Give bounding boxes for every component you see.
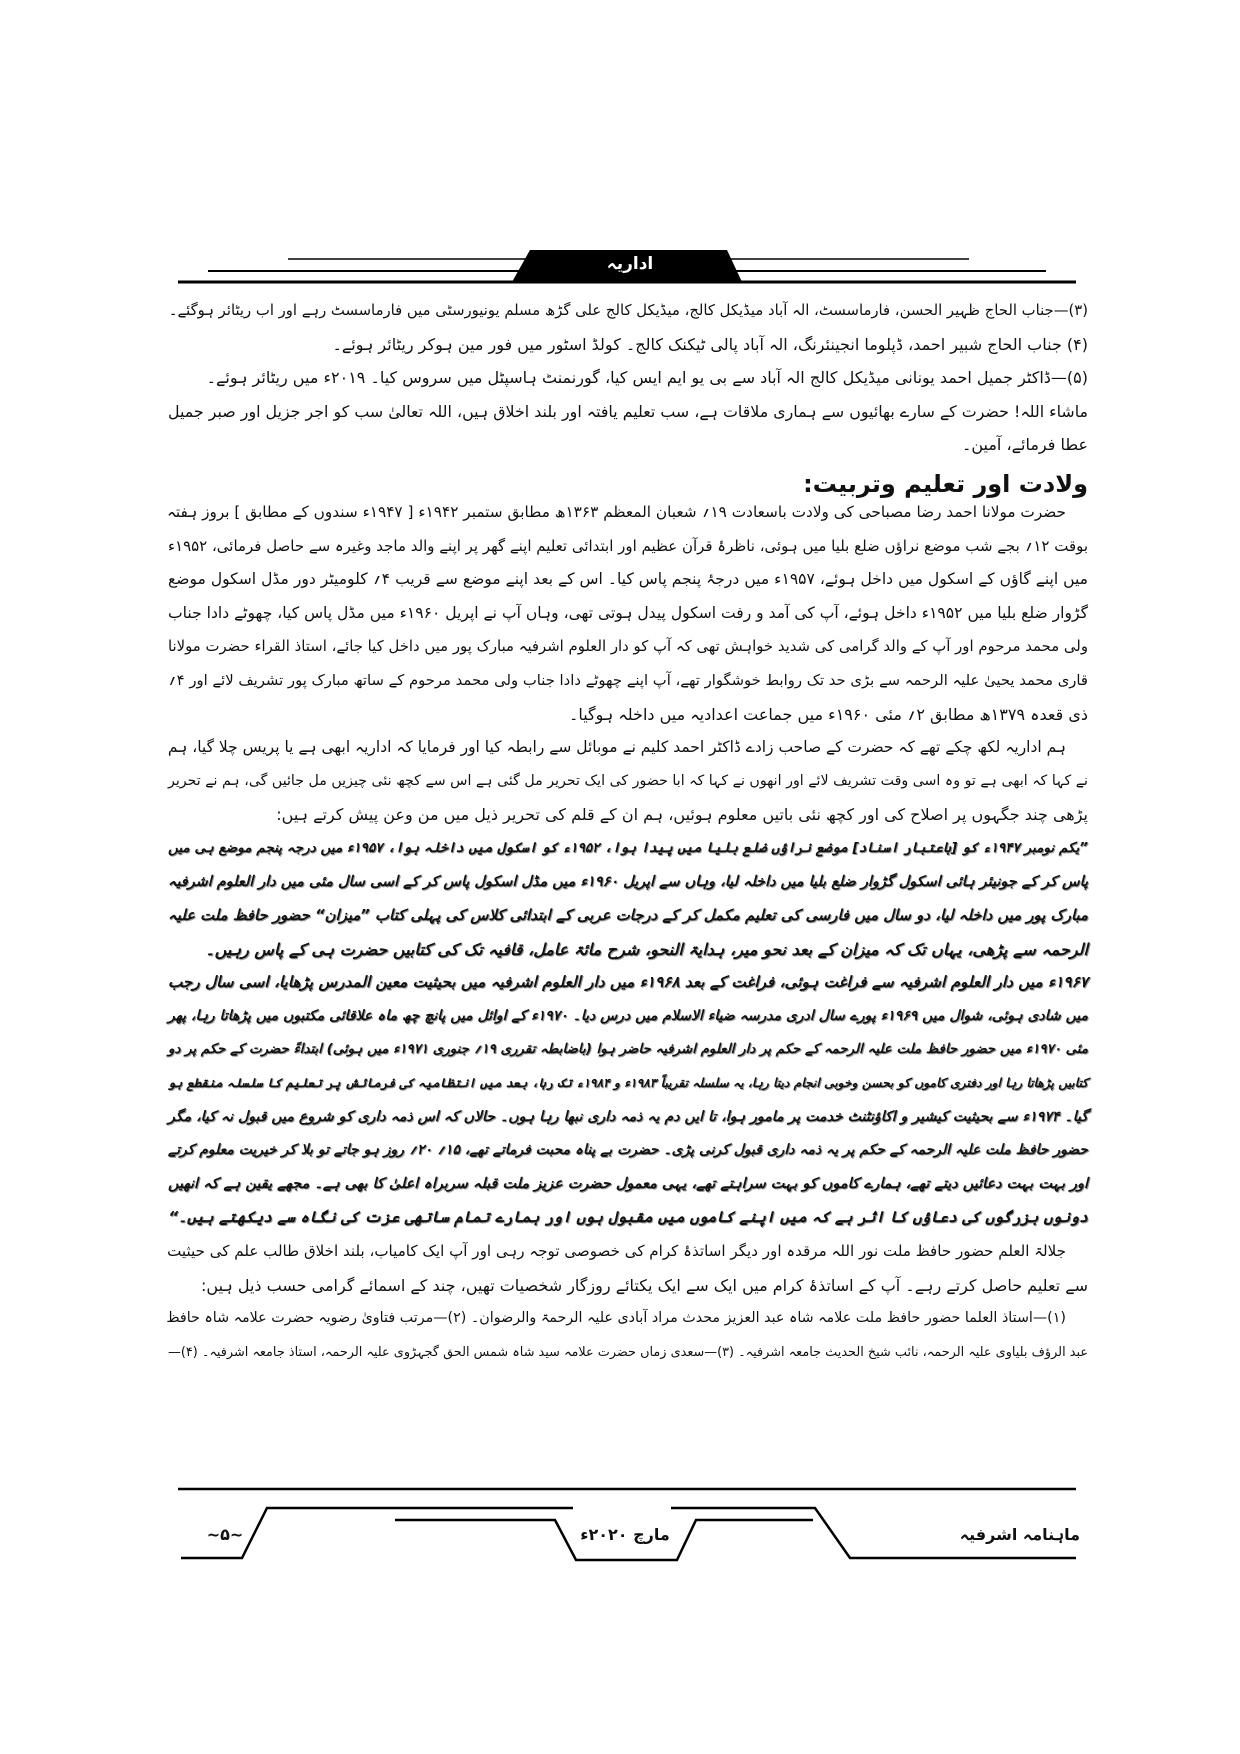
text-line: میں اپنے گاؤں کے اسکول میں داخل ہوئے، ۱۹۵۷ء میں درجۂ پنجم پاس کیا۔ اس کے بعد اپنے موضع سے قریب ۴؍ کلومیٹر دور مڈل اسکول موضع — [168, 570, 1089, 589]
text-line: مبارک پور میں داخلہ لیا، دو سال میں فارسی کی تعلیم مکمل کر کے درجات عربی کے ابتدائی کلاس کی پہلی کتاب ”میزان“ حضور حافظ ملت علیہ — [168, 906, 1088, 925]
issue-date: مارچ ۲۰۲۰ء — [580, 1525, 670, 1544]
text-line: نے کہا کہ ابھی ہے تو وہ اسی وقت تشریف لائے اور انھوں نے کہا کہ ابا حضور کی ایک تحریر مل گئی ہے اس سے کچھ نئی چیزیں مل جائیں گی، ہم نے تحریر — [168, 772, 1088, 789]
text-line: مئی ۱۹۷۰ء میں حضور حافظ ملت علیہ الرحمہ کے حکم پر دار العلوم اشرفیہ حاضر ہوا (باضابطہ تقرری ۱۹؍ جنوری ۱۹۷۱ء میں ہوئی) ابتداءً حضرت کے حکم پر دو — [168, 1042, 1088, 1058]
text-line: جلالۃ العلم حضور حافظ ملت نور اللہ مرقدہ اور دیگر اساتذۂ کرام کی خصوصی توجہ رہی اور آپ ایک کامیاب، بلند اخلاق طالب علم کی حیثیت — [167, 1242, 1066, 1261]
text-line: الرحمہ سے پڑھی، یہاں تک کہ میزان کے بعد نحو میر، ہدایۃ النحو، شرح مائۃ عامل، قافیہ تک کی کتابیں حضرت ہی کے پاس رہیں۔ — [205, 939, 1088, 959]
text-line: پڑھی چند جگہوں پر اصلاح کی اور کچھ نئی باتیں معلوم ہوئیں، ہم ان کے قلم کی تحریر ذیل میں من وعن پیش کرتے ہیں: — [276, 805, 1088, 825]
text-line: (۳)—جناب الحاج ظہیر الحسن، فارماسسٹ، الہ آباد میڈیکل کالج، میڈیکل کالج علی گڑھ مسلم یونیورسٹی میں فارماسسٹ رہے اور اب ریٹائر ہوگئے۔ — [168, 302, 1088, 319]
text-line: ماشاء اللہ! حضرت کے سارے بھائیوں سے ہماری ملاقات ہے، سب تعلیم یافتہ اور بلند اخلاق ہیں، اللہ تعالیٰ سب کو اجر جزیل اور صبر جمیل — [168, 401, 1088, 421]
section-label: اداریہ — [606, 254, 654, 274]
text-line: حضور حافظ ملت علیہ الرحمہ کے حکم پر یہ ذمہ داری قبول کرنی پڑی۔ حضرت بے پناہ محبت فرماتے تھے، ۱۵؍ ۲۰؍ روز ہو جاتے تو بلا کر خیریت معلوم کرتے — [168, 1142, 1088, 1159]
text-line: قاری محمد یحییٰ علیہ الرحمہ سے بڑی حد تک روابط خوشگوار تھے، آپ اپنے چھوٹے دادا جناب ولی محمد مرحوم کے ساتھ مبارک پور تشریف لائے اور ۴؍ — [168, 671, 1088, 689]
text-line: بوقت ۱۲؍ بجے شب موضع نراؤں ضلع بلیا میں ہوئی، ناظرۂ قرآن عظیم اور ابتدائی تعلیم اپنے گھر پر اپنے والد ماجد وغیرہ سے حاصل فرمائی، ۱۹۵۲ء — [168, 536, 1088, 555]
text-line: میں شادی ہوئی، شوال میں ۱۹۶۹ء پورے سال ادری مدرسہ ضیاء الاسلام میں درس دیا۔ ۱۹۷۰ء کے اوائل میں پانچ چھ ماہ علاقائی مکتبوں میں پڑھاتا رہا، پھر — [168, 1007, 1088, 1024]
page-number: ~۵~ — [206, 1525, 244, 1544]
text-line: گڑوار ضلع بلیا میں ۱۹۵۲ء داخل ہوئے، آپ کی آمد و رفت اسکول پیدل ہوتی تھی، وہاں آپ نے اپریل ۱۹۶۰ء میں مڈل پاس کیا، چھوٹے دادا جناب — [168, 603, 1088, 622]
text-line: پاس کر کے جونیئر ہائی اسکول گڑوار ضلع بلیا میں داخلہ لیا، وہاں سے اپریل ۱۹۶۰ء میں مڈل اسکول پاس کر کے اسی سال مئی میں دار العلوم اشرفیہ — [168, 873, 1088, 890]
text-line: دونوں بزرگوں کی دعاؤں کا اثر ہے کہ میں اپنے کاموں میں مقبول ہوں اور ہمارے تمام ساتھی عزت کی نگاہ سے دیکھتے ہیں۔“ — [168, 1208, 1088, 1227]
section-heading: ولادت اور تعلیم وتربیت: — [803, 469, 1088, 498]
text-line: ۱۹۶۷ء میں دار العلوم اشرفیہ سے فراغت ہوئی، فراغت کے بعد ۱۹۶۸ء میں دار العلوم اشرفیہ میں بحیثیت معین المدرس پڑھایا، اسی سال رجب — [167, 973, 1088, 992]
text-line: گیا۔ ۱۹۷۴ء سے بحیثیت کیشیر و اکاؤنٹنٹ خدمت پر مامور ہوا، تا ایں دم یہ ذمہ داری نبھا رہا ہوں۔ حالاں کہ اس ذمہ داری کو شروع میں قبول نہ کیا، مگر — [168, 1108, 1088, 1125]
text-line: حضرت مولانا احمد رضا مصباحی کی ولادت باسعادت ۱۹؍ شعبان المعظم ۱۳۶۳ھ مطابق ستمبر ۱۹۴۲ء [ ۱۹۴۷ء سندوں کے مطابق ] بروز ہفتہ — [166, 502, 1066, 521]
text-line: ذی قعدہ ۱۳۷۹ھ مطابق ۲؍ مئی ۱۹۶۰ء میں جماعت اعدادیہ میں داخلہ ہوگیا۔ — [568, 704, 1088, 724]
text-line: اور بہت بہت دعائیں دیتے تھے، ہمارے کاموں کو بہت سراہتے تھے، یہی معمول حضرت عزیز ملت قبلہ سربراہ اعلیٰ کا بھی ہے۔ مجھے یقین ہے کہ انھیں — [168, 1175, 1088, 1192]
text-line: ہم اداریہ لکھ چکے تھے کہ حضرت کے صاحب زادے ڈاکٹر احمد کلیم نے موبائل سے رابطہ کیا اور فرمایا کہ اداریہ ابھی ہے یا پریس چلا گیا، ہم — [167, 738, 1066, 757]
text-line: کتابیں پڑھاتا رہا اور دفتری کاموں کو بحسن وخوبی انجام دیتا رہا، یہ سلسلہ تقریباً ۱۹۸۳ء و ۱۹۸۴ء تک رہا، بعد میں انتظامیہ کی فرمائش پر تعلیم کا سلسلہ منقطع ہو — [168, 1076, 1088, 1091]
text-line: عطا فرمائے، آمین۔ — [961, 435, 1088, 455]
text-line: سے تعلیم حاصل کرتے رہے۔ آپ کے اساتذۂ کرام میں ایک سے ایک یکتائے روزگار شخصیات تھیں، چند کے اسمائے گرامی حسب ذیل ہیں: — [201, 1275, 1088, 1295]
text-line: (۱)—استاذ العلما حضور حافظ ملت علامہ شاہ عبد العزیز محدث مراد آبادی علیہ الرحمۃ والرضوان۔ (۲)—مرتب فتاویٰ رضویہ حضرت علامہ شاہ حافظ — [166, 1310, 1066, 1327]
text-line: (۵)—ڈاکٹر جمیل احمد یونانی میڈیکل کالج الہ آباد سے بی یو ایم ایس کیا، گورنمنٹ ہاسپٹل میں سروس کیا۔ ۲۰۱۹ء میں ریٹائر ہوئے۔ — [206, 368, 1088, 388]
text-line: ”یکم نومبر ۱۹۴۷ء کو [باعتبار اسناد] موضع نراؤں ضلع بلیا میں پیدا ہوا، ۱۹۵۲ء کو اسکول میں داخلہ ہوا، ۱۹۵۷ء میں درجہ پنجم موضع ہی میں — [168, 839, 1088, 856]
magazine-title: ماہنامہ اشرفیہ — [959, 1525, 1080, 1544]
text-line: (۴) جناب الحاج شبیر احمد، ڈپلوما انجینئرنگ، الہ آباد پالی ٹیکنک کالج۔ کولڈ اسٹور میں فور مین ہوکر ریٹائر ہوئے۔ — [332, 334, 1088, 354]
text-line: عبد الرؤف بلیاوی علیہ الرحمہ، نائب شیخ الحدیث جامعہ اشرفیہ۔ (۳)—سعدی زماں حضرت علامہ سید شاہ شمس الحق گجہڑوی علیہ الرحمہ، استاذ جامعہ اشرفیہ۔ (۴)— — [168, 1344, 1088, 1360]
text-line: ولی محمد مرحوم اور آپ کے والد گرامی کی شدید خواہش تھی کہ آپ کو دار العلوم اشرفیہ مبارک پور میں داخل کیا جائے، استاذ القراء حضرت مولانا — [168, 637, 1088, 656]
